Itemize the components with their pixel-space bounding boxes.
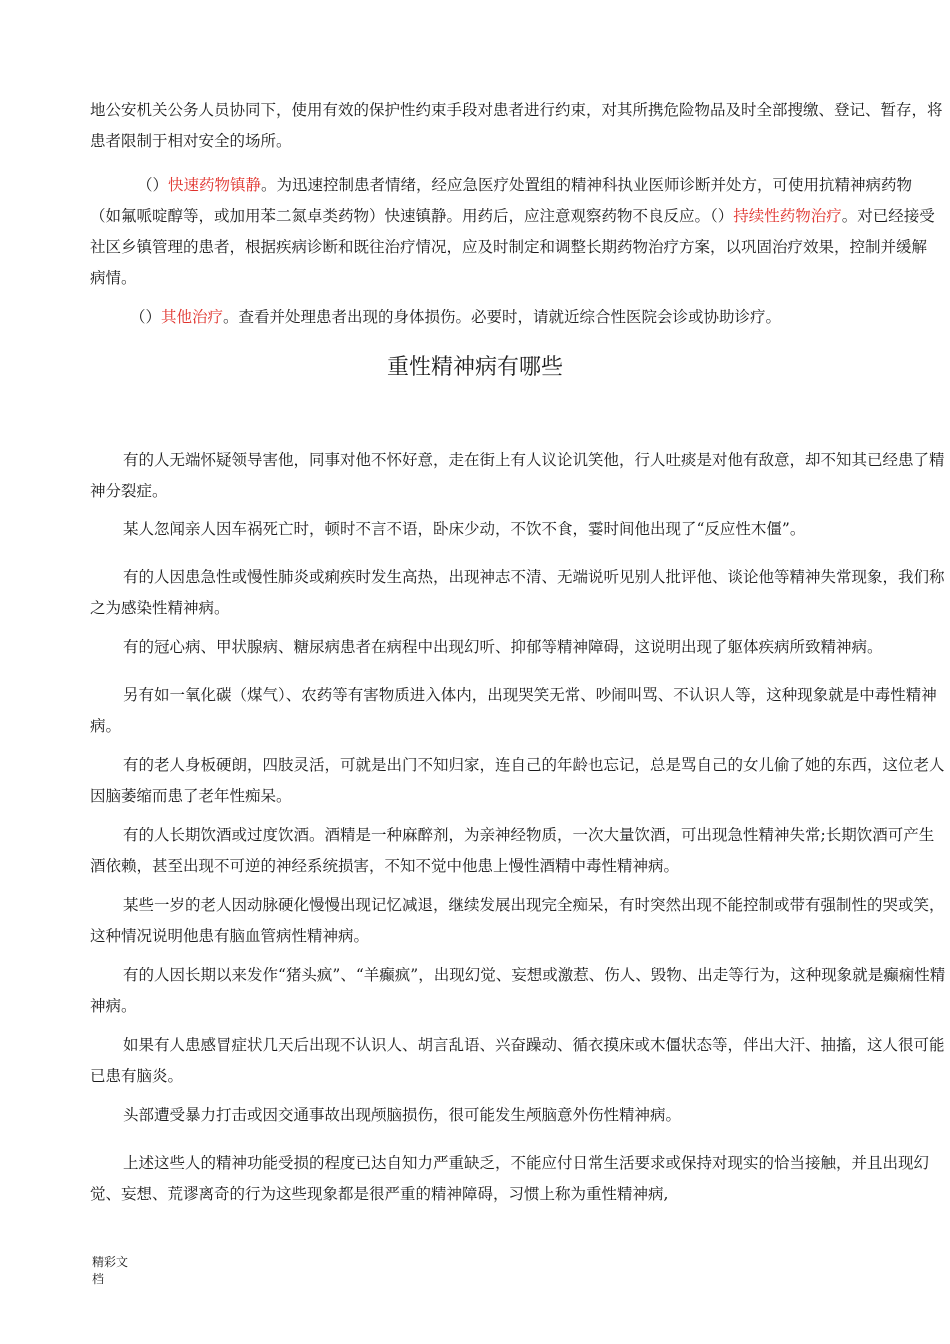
paragraph-restraint: [90, 95, 950, 157]
paragraph-text: 。查看并处理患者出现的身体损伤。必要时，请就近综合性医院会诊或协助诊疗。: [223, 308, 782, 326]
paragraph-item: 如果有人患感冒症状几天后出现不认识人、胡言乱语、兴奋躁动、循衣摸床或木僵状态等，伴出大汗、抽搐，这人很可能已患有脑炎。: [90, 1036, 945, 1085]
paragraph-item: 头部遭受暴力打击或因交通事故出现颅脑损伤，很可能发生颅脑意外伤性精神病。: [123, 1106, 682, 1124]
paragraph-item: 有的人无端怀疑领导害他，同事对他不怀好意，走在街上有人议论讥笑他，行人吐痰是对他有敌意，却不知其已经患了精神分裂症。: [90, 451, 945, 500]
paragraph-item: 有的人因患急性或慢性肺炎或痢疾时发生高热，出现神志不清、无端说听见别人批评他、谈论他等精神失常现象，我们称之为感染性精神病。: [90, 568, 945, 617]
paragraph-item: 另有如一氧化碳（煤气）、农药等有害物质进入体内，出现哭笑无常、吵闹叫骂、不认识人等，这种现象就是中毒性精神病。: [90, 686, 937, 735]
paragraph-marker: （）: [130, 308, 162, 326]
footer-line: 精彩文: [92, 1255, 129, 1269]
paragraph-text: 地公安机关公务人员协同下，使用有效的保护性约束手段对患者进行约束，对其所携危险物品及时全部搜缴、登记、暂存，将患者限制于相对安全的场所。: [90, 101, 943, 150]
highlight-rapid-sedation: 快速药物镇静: [168, 176, 262, 194]
paragraph-other-treatment: [90, 302, 940, 333]
footer-watermark: [92, 1254, 152, 1288]
highlight-other-treatment: 其他治疗: [161, 308, 224, 326]
paragraph-item: 有的人因长期以来发作“猪头疯”、“羊癫疯”，出现幻觉、妄想或激惹、伤人、毁物、出走等行为，这种现象就是癫痫性精神病。: [90, 966, 946, 1015]
paragraph-sedation: [90, 170, 940, 294]
paragraph-item: 某人忽闻亲人因车祸死亡时，顿时不言不语，卧床少动，不饮不食，霎时间他出现了“反应性木僵”。: [123, 520, 806, 538]
footer-line: 档: [92, 1272, 105, 1286]
paragraph-text: 。为迅速控制患者情绪，经应急医疗处置组的精神科执业医师诊断并处方，可使用抗精神病药物（如氟哌啶醇等，或加用苯二氮卓类药物）快速镇静。用药后，应注意观察药物不良反应。（）: [90, 176, 913, 225]
paragraph-item: 上述这些人的精神功能受损的程度已达自知力严重缺乏，不能应付日常生活要求或保持对现实的恰当接触，并且出现幻觉、妄想、荒谬离奇的行为这些现象都是很严重的精神障碍，习惯上称为重性精神病,: [90, 1154, 930, 1203]
highlight-continuous-treatment: 持续性药物治疗: [733, 207, 842, 225]
paragraph-item: 有的冠心病、甲状腺病、糖尿病患者在病程中出现幻听、抑郁等精神障碍，这说明出现了躯体疾病所致精神病。: [123, 638, 883, 656]
paragraph-item: 有的人长期饮酒或过度饮酒。酒精是一种麻醉剂，为亲神经物质，一次大量饮酒，可出现急性精神失常;长期饮酒可产生酒依赖，甚至出现不可逆的神经系统损害，不知不觉中他患上慢性酒精中毒性精神病。: [90, 826, 935, 875]
paragraph-marker: （）: [137, 176, 169, 194]
paragraph-item: 有的老人身板硬朗，四肢灵活，可就是出门不知归家，连自己的年龄也忘记，总是骂自己的女儿偷了她的东西，这位老人因脑萎缩而患了老年性痴呆。: [90, 756, 945, 805]
paragraph-text: 。对已经接受社区乡镇管理的患者，根据疾病诊断和既往治疗情况，应及时制定和调整长期药物治疗方案，以巩固治疗效果，控制并缓解病情。: [90, 207, 935, 287]
paragraph-item: 某些一岁的老人因动脉硬化慢慢出现记忆减退，继续发展出现完全痴呆，有时突然出现不能控制或带有强制性的哭或笑，这种情况说明他患有脑血管病性精神病。: [90, 896, 945, 945]
section-heading: 重性精神病有哪些: [386, 355, 563, 380]
